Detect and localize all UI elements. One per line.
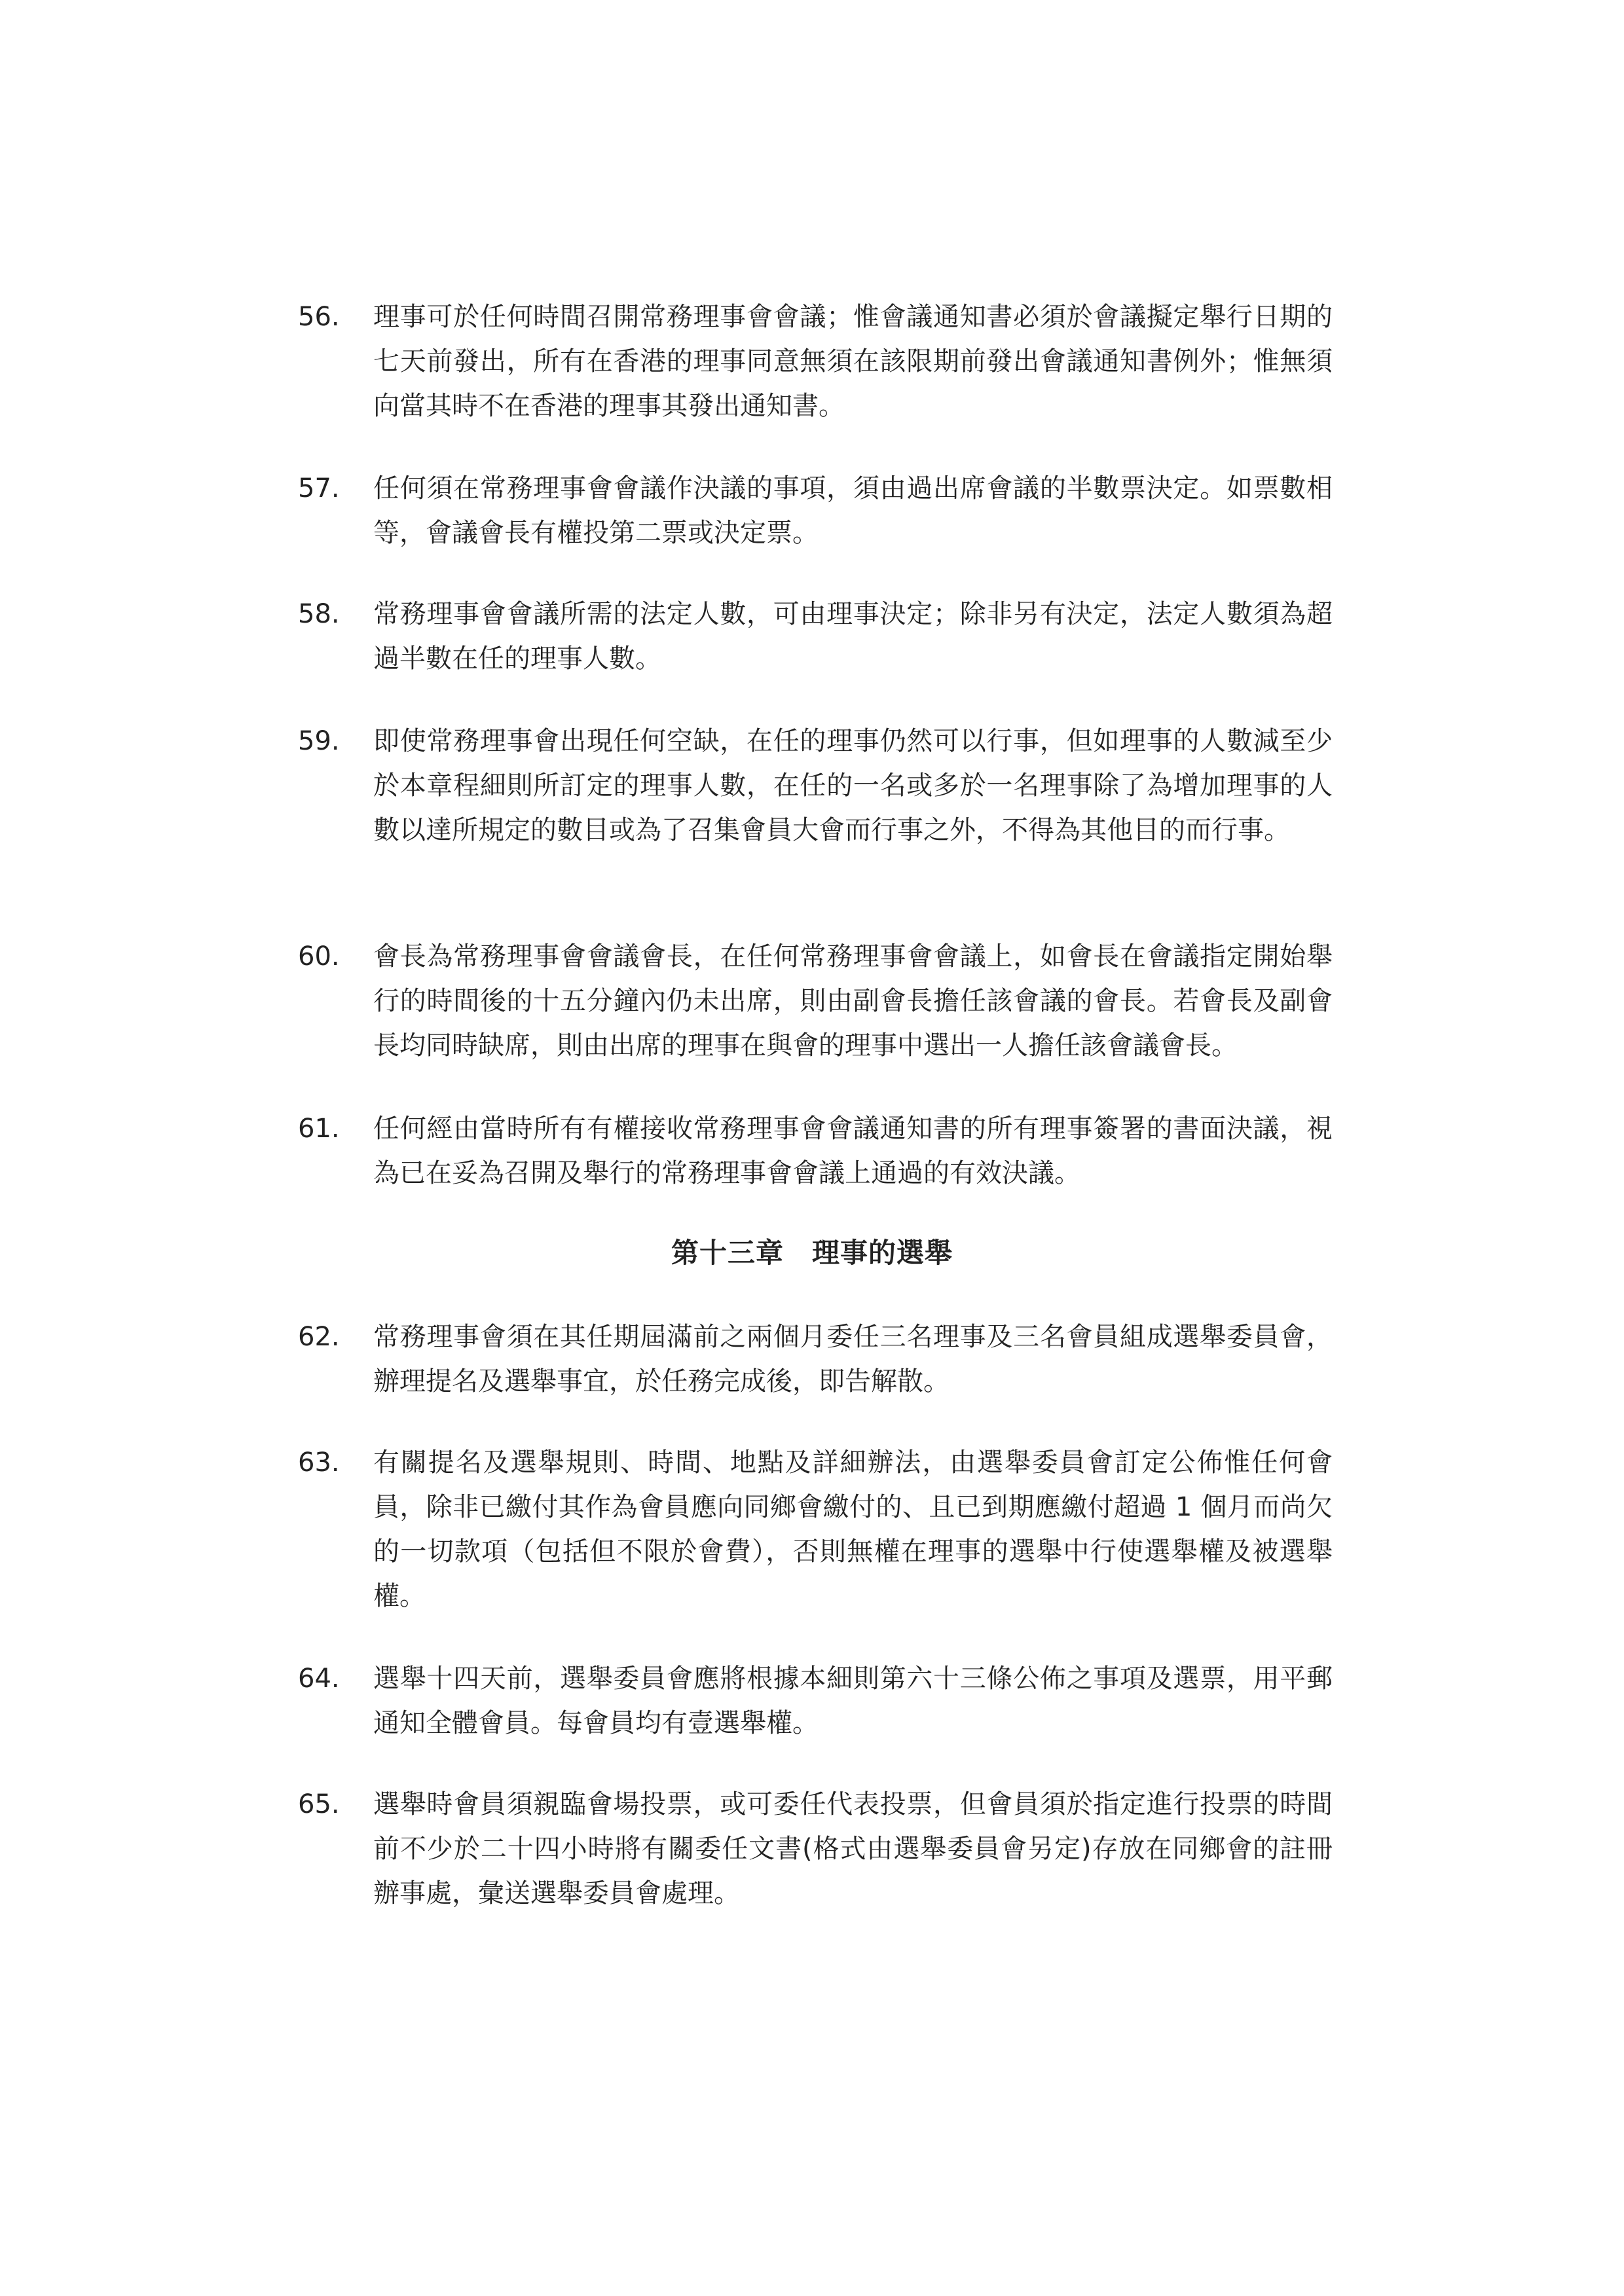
clause-text: 常務理事會會議所需的法定人數，可由理事決定；除非另有決定，法定人數須為超過半數在任的理事人數。 (373, 599, 1333, 674)
clause-number: 65. (298, 1789, 340, 1819)
clause-number: 60. (298, 941, 340, 972)
clause-text: 會長為常務理事會會議會長，在任何常務理事會會議上，如會長在會議指定開始舉行的時間後的十五分鐘內仍未出席，則由副會長擔任該會議的會長。若會長及副會長均同時缺席，則由出席的理事在與會的理事中選出一人擔任該會議會長。 (373, 941, 1333, 1061)
clause-text: 選舉時會員須親臨會場投票，或可委任代表投票，但會員須於指定進行投票的時間前不少於二十四小時將有關委任文書(格式由選舉委員會另定)存放在同鄉會的註冊辦事處，彙送選舉委員會處理。 (373, 1789, 1333, 1908)
clause-59 (298, 719, 1333, 852)
clause-text: 任何須在常務理事會會議作決議的事項，須由過出席會議的半數票決定。如票數相等，會議會長有權投第二票或決定票。 (373, 473, 1333, 548)
clause-number: 63. (298, 1448, 340, 1478)
clause-number: 64. (298, 1664, 340, 1694)
clause-number: 61. (298, 1114, 340, 1144)
clause-56 (298, 295, 1333, 428)
clause-63 (298, 1440, 1333, 1618)
clause-number: 58. (298, 599, 340, 629)
clause-text: 任何經由當時所有有權接收常務理事會會議通知書的所有理事簽署的書面決議，視為已在妥為召開及舉行的常務理事會會議上通過的有效決議。 (373, 1114, 1333, 1188)
clause-65 (298, 1782, 1333, 1916)
clause-text: 即使常務理事會出現任何空缺，在任的理事仍然可以行事，但如理事的人數減至少於本章程細則所訂定的理事人數，在任的一名或多於一名理事除了為增加理事的人數以達所規定的數目或為了召集會員大會而行事之外，不得為其他目的而行事。 (373, 726, 1333, 845)
clause-text: 選舉十四天前，選舉委員會應將根據本細則第六十三條公佈之事項及選票，用平郵通知全體會員。每會員均有壹選舉權。 (373, 1664, 1333, 1738)
clause-text: 有關提名及選舉規則、時間、地點及詳細辦法，由選舉委員會訂定公佈惟任何會員，除非已繳付其作為會員應向同鄉會繳付的、且已到期應繳付超過 1 個月而尚欠的一切款項（包括但不限於會費），否則無權在理事的選舉中行使選舉權及被選舉權。 (373, 1448, 1333, 1611)
clause-text: 常務理事會須在其任期屆滿前之兩個月委任三名理事及三名會員組成選舉委員會，辦理提名及選舉事宜，於任務完成後，即告解散。 (373, 1322, 1333, 1396)
clause-62 (298, 1315, 1333, 1404)
clause-number: 59. (298, 726, 340, 756)
clause-number: 56. (298, 302, 340, 332)
clause-text: 理事可於任何時間召開常務理事會會議；惟會議通知書必須於會議擬定舉行日期的七天前發出，所有在香港的理事同意無須在該限期前發出會議通知書例外；惟無須向當其時不在香港的理事其發出通知書。 (373, 302, 1333, 421)
chapter-heading: 第十三章 理事的選舉 (671, 1237, 953, 1269)
clause-number: 57. (298, 473, 340, 503)
clause-58 (298, 592, 1333, 681)
clause-61 (298, 1106, 1333, 1195)
clause-60 (298, 934, 1333, 1068)
clause-64 (298, 1656, 1333, 1745)
clause-57 (298, 466, 1333, 555)
clause-number: 62. (298, 1322, 340, 1352)
